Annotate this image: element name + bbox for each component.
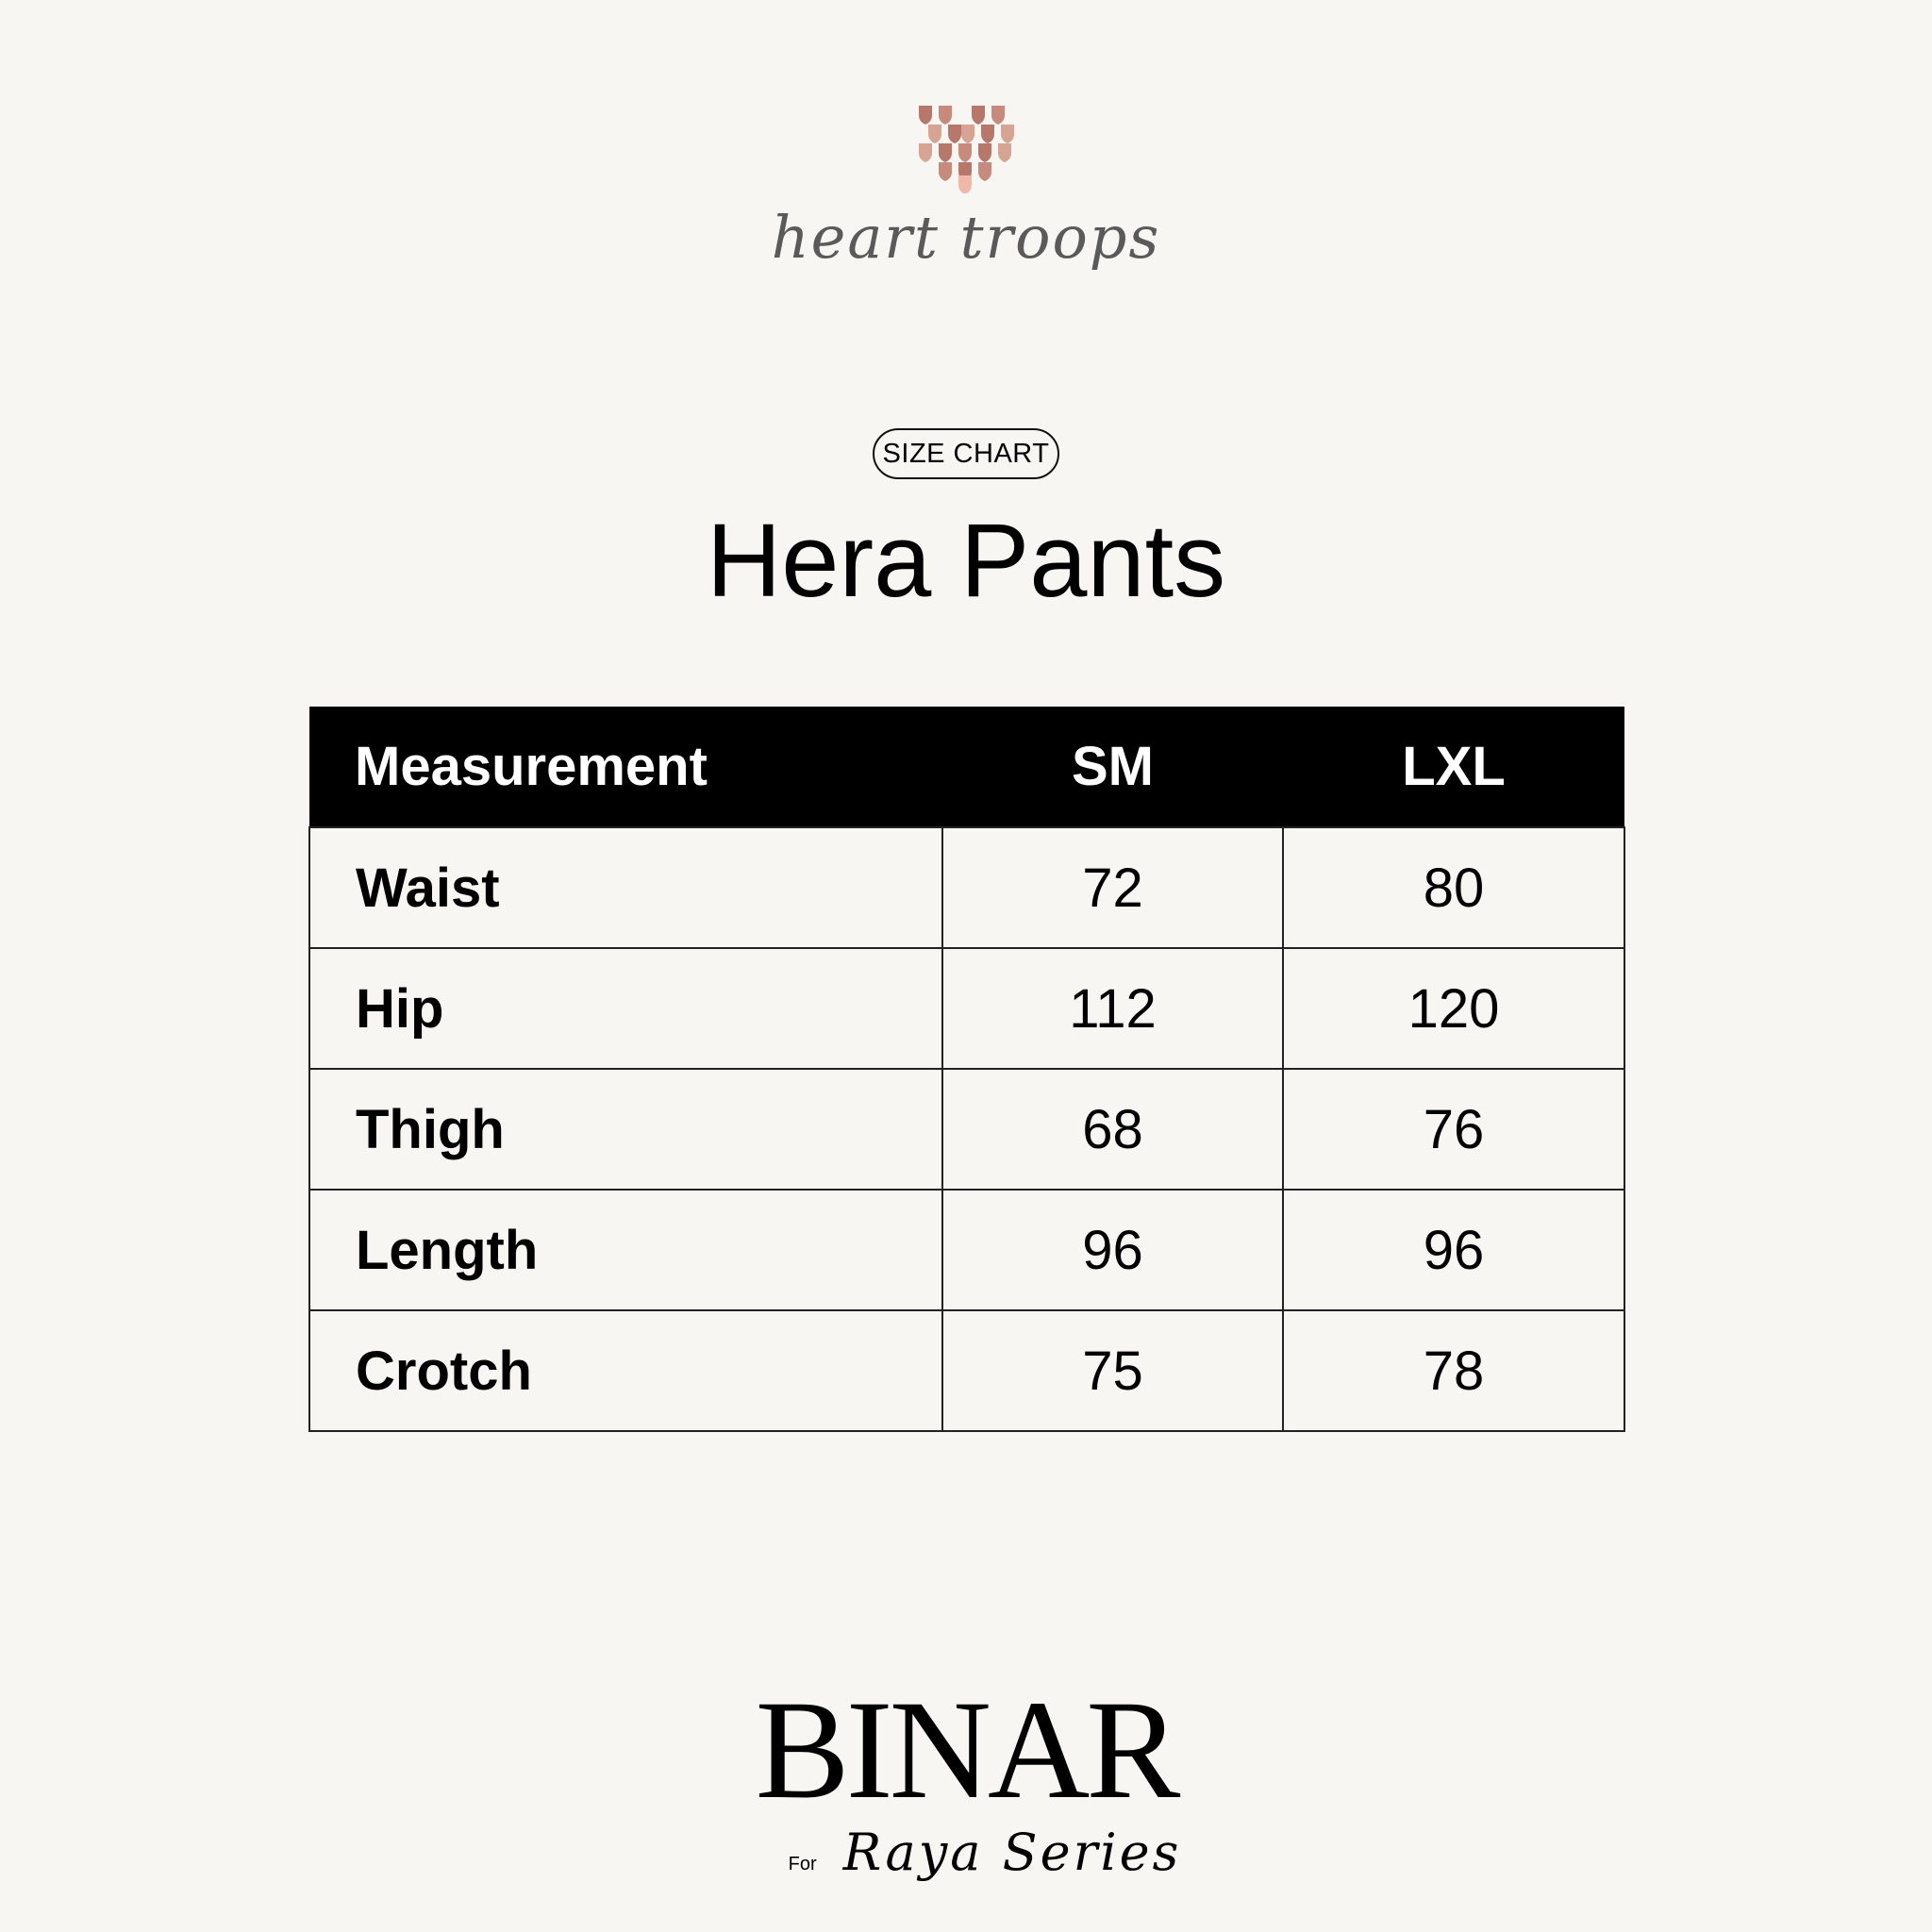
header-sm: SM [942,707,1283,827]
cell-sm: 72 [942,827,1283,948]
cell-lxl: 76 [1283,1069,1624,1190]
collection-name: BINAR [755,1672,1177,1828]
cell-sm: 68 [942,1069,1283,1190]
cell-sm: 112 [942,948,1283,1069]
header-measurement: Measurement [309,707,942,827]
cell-sm: 96 [942,1190,1283,1310]
table-header-row [309,707,1624,827]
table-row [309,1310,1624,1431]
row-label: Length [309,1190,942,1310]
cell-lxl: 80 [1283,827,1624,948]
size-table [308,707,1625,1432]
collection-series: Raya Series [842,1823,1182,1882]
heart-shields-icon [914,104,1018,193]
table-row [309,948,1624,1069]
header-lxl: LXL [1283,707,1624,827]
brand-logo [0,104,1932,272]
cell-lxl: 78 [1283,1310,1624,1431]
page-title: Hera Pants [706,503,1226,619]
table-row [309,1190,1624,1310]
row-label: Hip [309,948,942,1069]
collection-logo [0,1672,1932,1882]
cell-lxl: 96 [1283,1190,1624,1310]
cell-lxl: 120 [1283,948,1624,1069]
row-label: Crotch [309,1310,942,1431]
row-label: Thigh [309,1069,942,1190]
table-row [309,1069,1624,1190]
collection-for: For [788,1854,817,1874]
collection-subtitle [789,1823,1182,1882]
row-label: Waist [309,827,942,948]
table-row [309,827,1624,948]
cell-sm: 75 [942,1310,1283,1431]
brand-name: heart troops [771,203,1161,272]
size-chart-badge: SIZE CHART [873,428,1059,479]
